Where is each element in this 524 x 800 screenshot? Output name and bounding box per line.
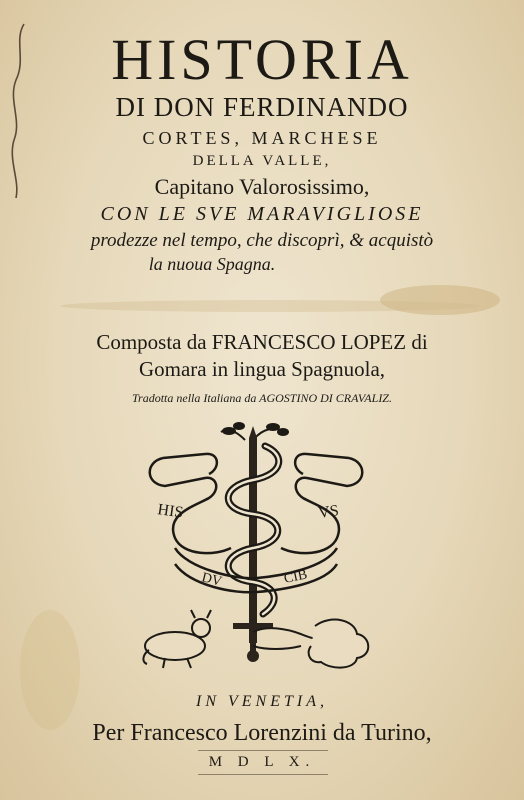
subtitle-line-5: CON LE SVE MARAVIGLIOSE bbox=[100, 203, 424, 225]
subtitle-line-1: DI DON FERDINANDO bbox=[115, 92, 409, 122]
motto-text-right: VS bbox=[317, 502, 340, 522]
year-rule-bottom bbox=[198, 774, 328, 775]
imprint-printer: Per Francesco Lorenzini da Turino, bbox=[92, 720, 432, 746]
translator-line: Tradotta nella Italiana da AGOSTINO DI CRAVALIZ. bbox=[132, 391, 392, 405]
subtitle-line-7: la nuoua Spagna. bbox=[148, 254, 276, 274]
ox-icon bbox=[143, 610, 211, 668]
imprint-place: IN VENETIA, bbox=[196, 693, 328, 710]
imprint-year: M D L X. bbox=[208, 754, 316, 770]
year-rule-top bbox=[198, 750, 328, 751]
author-line-1: Composta da FRANCESCO LOPEZ di bbox=[96, 330, 428, 354]
subtitle-line-4: Capitano Valorosissimo, bbox=[154, 174, 370, 199]
subtitle-line-6: prodezze nel tempo, che discoprì, & acquistò bbox=[90, 230, 434, 251]
motto-text-lower-left: DV bbox=[200, 570, 224, 590]
subtitle-line-2: CORTES, MARCHESE bbox=[142, 128, 382, 148]
motto-scroll-right bbox=[281, 454, 362, 553]
author-line-2: Gomara in lingua Spagnuola, bbox=[138, 357, 386, 381]
motto-text-left: HIS bbox=[156, 501, 185, 522]
motto-text-lower-right: CIB bbox=[282, 567, 309, 587]
paper-stain bbox=[20, 610, 80, 730]
subtitle-line-3: DELLA VALLE, bbox=[192, 153, 332, 169]
printer-device-woodcut bbox=[135, 418, 380, 673]
book-title: HISTORIA bbox=[111, 27, 413, 92]
paper-stain bbox=[60, 300, 480, 312]
